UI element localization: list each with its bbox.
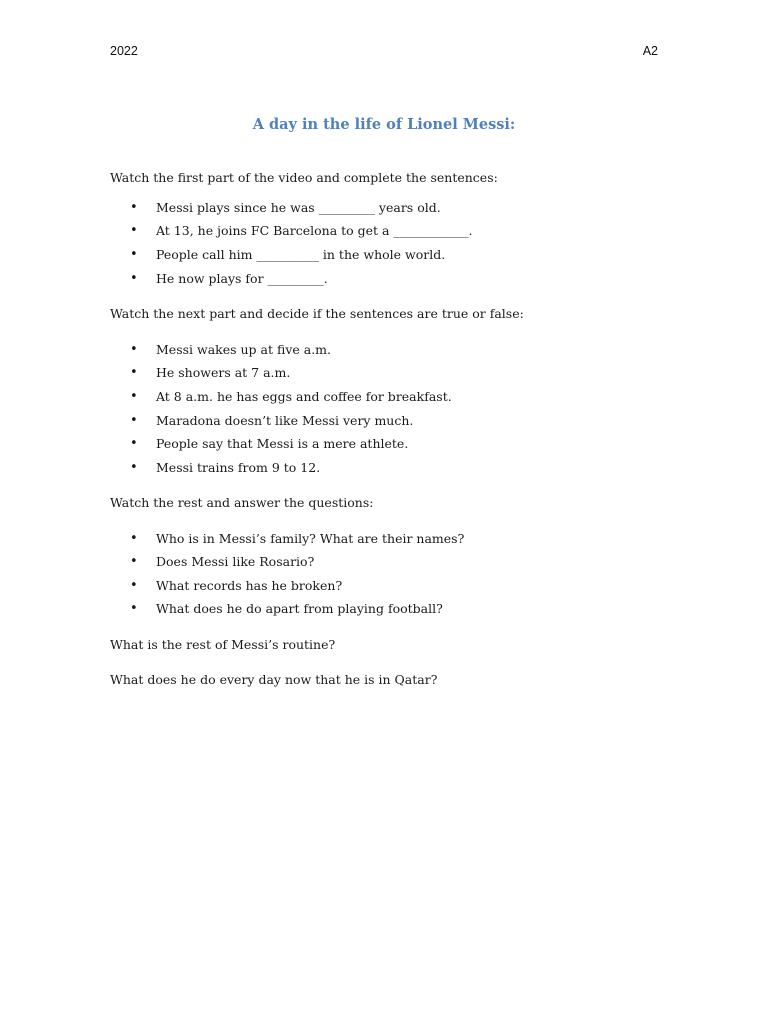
bullet-icon: • <box>130 578 138 593</box>
bullet-icon: • <box>130 436 138 451</box>
list-item-text: At 13, he joins FC Barcelona to get a ____________. <box>156 223 473 238</box>
list-item-text: At 8 a.m. he has eggs and coffee for breakfast. <box>156 389 452 404</box>
section3-instruction: Watch the rest and answer the questions: <box>110 495 374 510</box>
list-item-text: Messi trains from 9 to 12. <box>156 460 321 475</box>
document-title: A day in the life of Lionel Messi: <box>252 116 516 133</box>
section2-instruction: Watch the next part and decide if the sentences are true or false: <box>110 306 524 321</box>
bullet-icon: • <box>130 342 138 357</box>
header-level: A2 <box>642 44 658 58</box>
section1-instruction: Watch the first part of the video and complete the sentences: <box>110 170 498 185</box>
bullet-icon: • <box>130 223 138 238</box>
bullet-icon: • <box>130 389 138 404</box>
list-item-text: He now plays for _________. <box>156 271 328 286</box>
header-year: 2022 <box>110 44 138 58</box>
bullet-icon: • <box>130 601 138 616</box>
bullet-icon: • <box>130 554 138 569</box>
bullet-icon: • <box>130 413 138 428</box>
list-item-text: People say that Messi is a mere athlete. <box>156 436 409 451</box>
list-item-text: Who is in Messi’s family? What are their names? <box>156 531 465 546</box>
list-item-text: Messi wakes up at five a.m. <box>156 342 332 357</box>
list-item-text: What does he do apart from playing football? <box>156 601 443 616</box>
list-item-text: What records has he broken? <box>156 578 343 593</box>
bullet-icon: • <box>130 460 138 475</box>
bullet-icon: • <box>130 200 138 215</box>
bullet-icon: • <box>130 271 138 286</box>
closing-question-routine: What is the rest of Messi’s routine? <box>110 637 336 652</box>
list-item-text: Does Messi like Rosario? <box>156 554 315 569</box>
bullet-icon: • <box>130 247 138 262</box>
bullet-icon: • <box>130 365 138 380</box>
list-item-text: Maradona doesn’t like Messi very much. <box>156 413 414 428</box>
list-item-text: He showers at 7 a.m. <box>156 365 291 380</box>
closing-question-qatar: What does he do every day now that he is in Qatar? <box>110 672 438 687</box>
list-item-text: People call him __________ in the whole world. <box>156 247 446 262</box>
list-item-text: Messi plays since he was _________ years old. <box>156 200 441 215</box>
bullet-icon: • <box>130 531 138 546</box>
